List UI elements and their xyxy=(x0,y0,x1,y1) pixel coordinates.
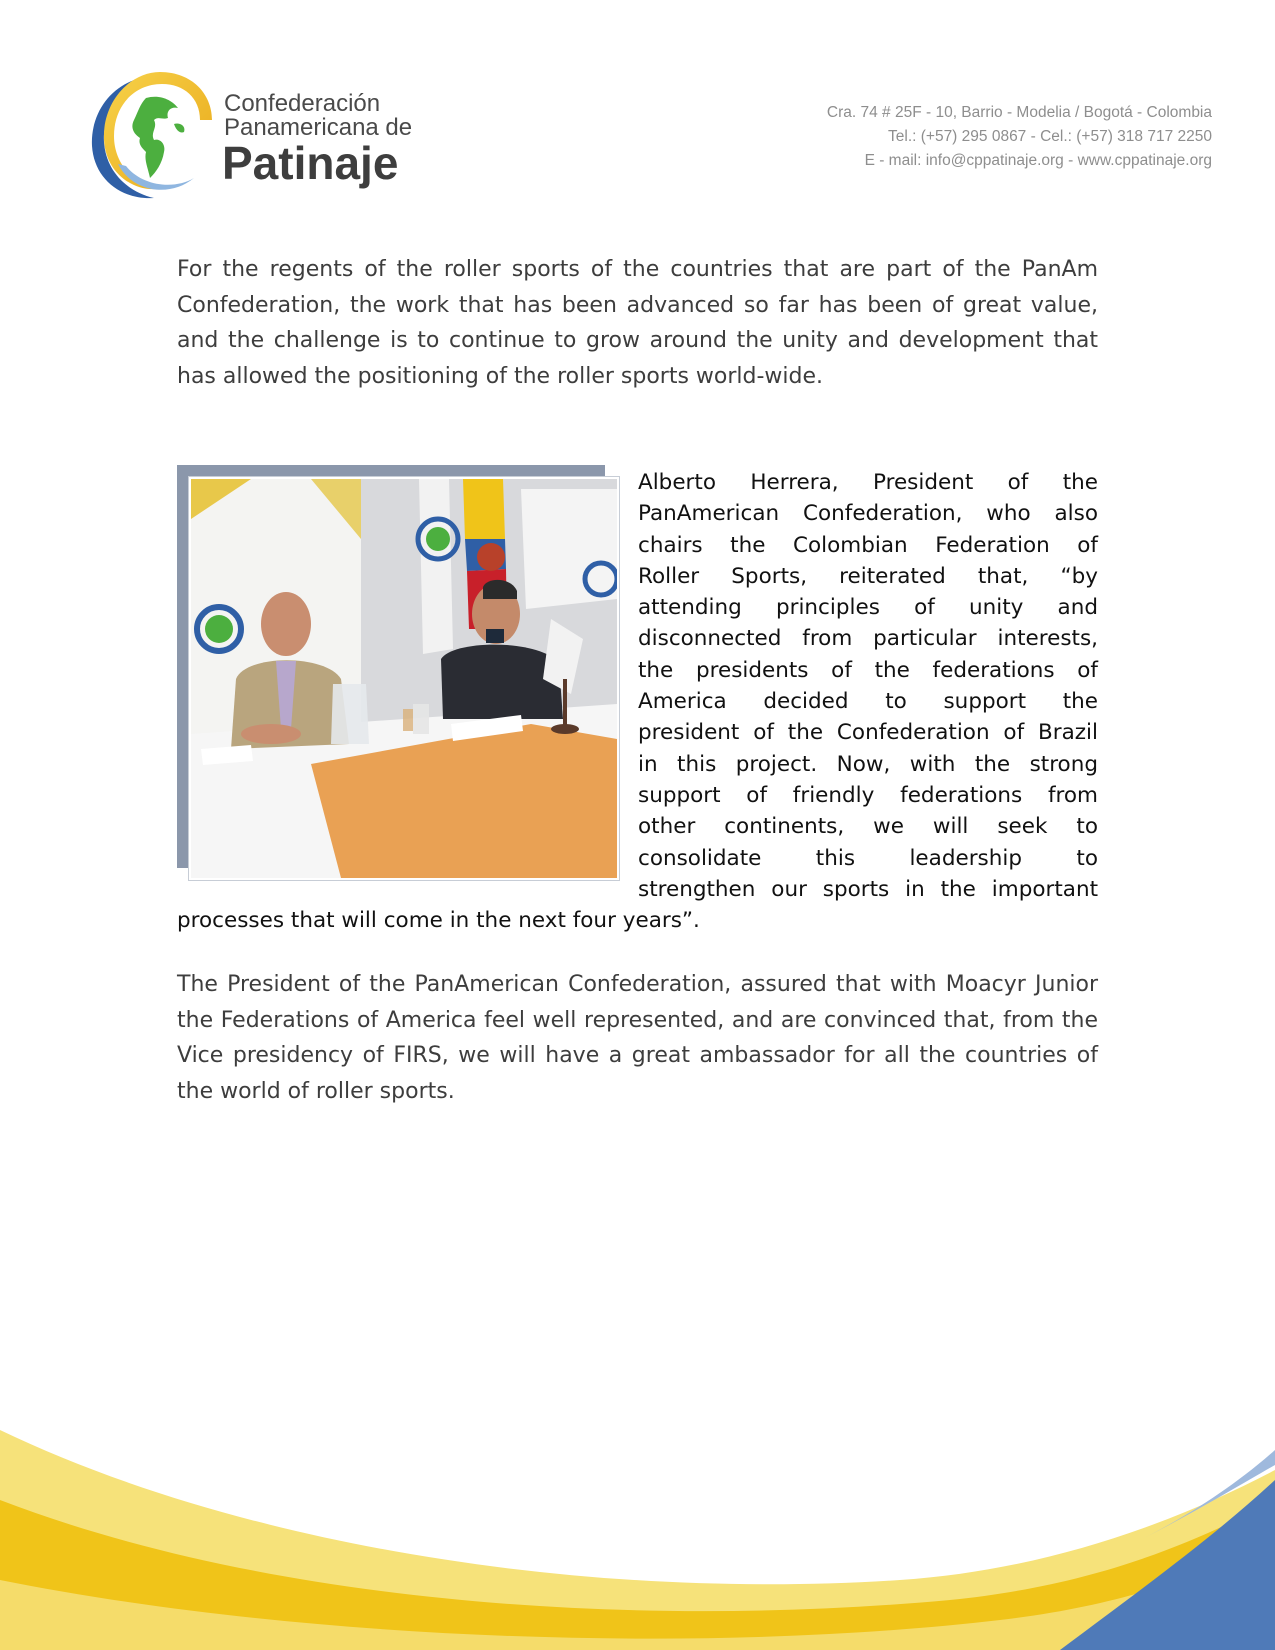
contact-info xyxy=(827,101,1212,173)
contact-email-web[interactable]: E - mail: info@cppatinaje.org - www.cppatinaje.org xyxy=(864,152,1212,169)
quote-line: PanAmerican Confederation, who also xyxy=(638,501,1098,527)
quote-line: consolidate this leadership to xyxy=(638,845,1098,871)
quote-line: support of friendly federations from xyxy=(638,782,1098,808)
quote-line: America decided to support the xyxy=(638,689,1098,715)
logo-text-line2: Panamericana de xyxy=(224,114,413,141)
quote-line: attending principles of unity and xyxy=(638,595,1098,621)
contact-address: Cra. 74 # 25F - 10, Barrio - Modelia / Bogotá - Colombia xyxy=(826,104,1212,121)
quote-tail-line: processes that will come in the next four years”. xyxy=(177,908,700,933)
quote-line: strengthen our sports in the important xyxy=(638,876,1098,902)
contact-phones: Tel.: (+57) 295 0867 - Cel.: (+57) 318 717 2250 xyxy=(888,128,1212,145)
logo-text-line3: Patinaje xyxy=(222,137,399,189)
logo-text-line1: Confederación xyxy=(224,90,381,117)
globe-logo-icon xyxy=(88,68,218,203)
press-photo-frame xyxy=(177,465,619,880)
quote-line: in this project. Now, with the strong xyxy=(638,751,1098,777)
quote-line: Roller Sports, reiterated that, “by xyxy=(638,563,1098,589)
quote-line: disconnected from particular interests, xyxy=(638,626,1098,652)
footer-wave-decoration xyxy=(0,1430,1275,1650)
quote-line: other continents, we will seek to xyxy=(638,814,1098,840)
quote-line: the presidents of the federations of xyxy=(638,657,1098,683)
body-paragraph-1: For the regents of the roller sports of the countries that are part of the PanAm Confederation, the work that has been advanced so far has been of great value, and the challenge is to continue to grow around the unity and development that has allowed the positioning of the roller sports world-wide. xyxy=(177,257,1098,389)
organization-logo xyxy=(88,68,428,203)
quote-line: Alberto Herrera, President of the xyxy=(638,470,1098,495)
quote-paragraph xyxy=(638,467,1098,905)
body-paragraph-3: The President of the PanAmerican Confederation, assured that with Moacyr Junior the Federations of America feel well represented, and are convinced that, from the Vice presidency of FIRS, we will have a great ambassador for all the countries of the world of roller sports. xyxy=(177,972,1098,1104)
quote-line: president of the Confederation of Brazil xyxy=(638,720,1098,746)
press-conference-photo xyxy=(191,479,617,878)
quote-line: chairs the Colombian Federation of xyxy=(638,532,1098,558)
